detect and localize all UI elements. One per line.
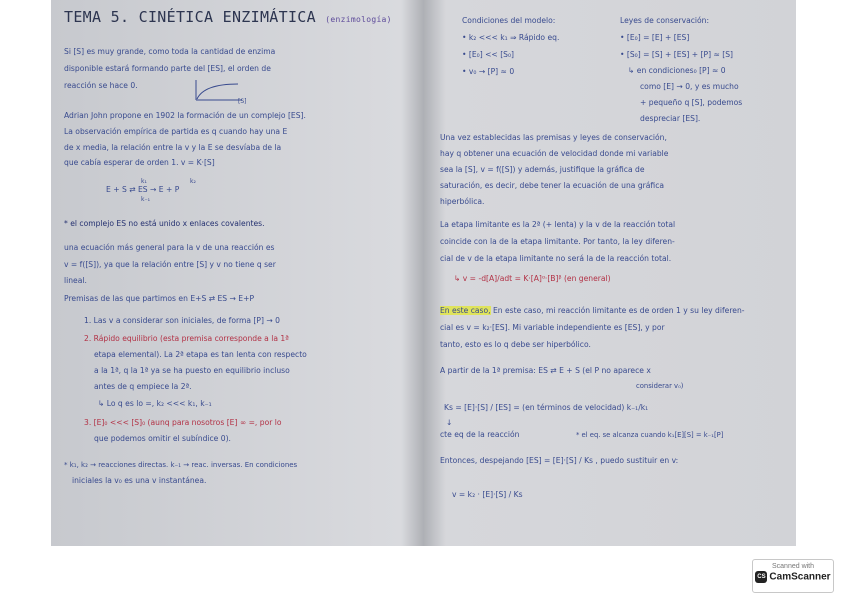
note-line: * k₁, k₂ → reacciones directas. k₋₁ → reac. inversas. En condiciones <box>64 461 298 469</box>
conservation-note: + pequeño q [S], podemos <box>640 98 743 107</box>
note-line: cial es v = k₂·[ES]. Mi variable independiente es [ES], y por <box>440 323 665 332</box>
note-line: La etapa limitante es la 2ª (+ lenta) y la v de la reacción total <box>440 220 676 229</box>
note-line: Entonces, despejando [ES] = [E]·[S] / Ks , puedo sustituir en v: <box>440 456 679 465</box>
left-page <box>64 0 409 546</box>
note-line: v = f([S]), ya que la relación entre [S] y v no tiene q ser <box>64 260 276 269</box>
note-line: hay q obtener una ecuación de velocidad donde mi variable <box>440 149 669 158</box>
curve-axis-label: [S] <box>238 98 247 105</box>
note-line: A partir de la 1ª premisa: ES ⇄ E + S (el P no aparece x <box>440 366 651 375</box>
conservation-note: ↳ en condiciones₀ [P] ≈ 0 <box>628 66 726 75</box>
page-title: TEMA 5. CINÉTICA ENZIMÁTICA (enzimología) <box>64 8 392 26</box>
note-line: tanto, esto es lo q debe ser hiperbólico. <box>440 340 591 349</box>
note-line: cial de v de la etapa limitante no será la de la reacción total. <box>440 254 672 263</box>
note-line: Una vez establecidas las premisas y leyes de conservación, <box>440 133 667 142</box>
note-line: * el eq. se alcanza cuando k₁[E][S] = k₋₁[P] <box>576 431 724 439</box>
highlighted-phrase: En este caso, <box>440 306 491 315</box>
note-line: En este caso, En este caso, mi reacción limitante es de orden 1 y su ley diferen- <box>440 306 745 315</box>
scanner-caption: Scanned with <box>771 563 815 570</box>
camscanner-badge <box>752 559 834 593</box>
premise-line: ↳ Lo q es lo =, k₂ <<< k₁, k₋₁ <box>98 399 212 408</box>
reaction-equation: E + S ⇄ ES → E + P <box>106 185 180 194</box>
note-line: lineal. <box>64 276 87 285</box>
conservation-law: • [S₀] = [S] + [ES] + [P] ≈ [S] <box>620 50 733 59</box>
premise-line: 2. Rápido equilibrio (esta premisa corresponde a la 1ª <box>84 334 289 343</box>
note-line: reacción se hace 0. <box>64 81 138 90</box>
premise-line: etapa elemental). La 2ª etapa es tan lenta con respecto <box>94 350 307 359</box>
note-line: que cabía esperar de orden 1. v = K·[S] <box>64 158 215 167</box>
note-line: Adrian John propone en 1902 la formación de un complejo [ES]. <box>64 111 306 120</box>
note-line: Si [S] es muy grande, como toda la cantidad de enzima <box>64 47 276 56</box>
premise-line: 3. [E]₀ <<< [S]₀ (aunq para nosotros [E] ∞ =, por lo <box>84 418 282 427</box>
camscanner-logo-icon: CS <box>755 571 767 583</box>
right-page <box>436 0 788 546</box>
rate-constant: k₁ <box>141 178 147 185</box>
conservation-laws-title: Leyes de conservación: <box>620 16 710 25</box>
note-line: cte eq de la reacción <box>440 430 520 439</box>
note-line: * el complejo ES no está unido x enlaces covalentes. <box>64 219 265 228</box>
conservation-note: como [E] → 0, y es mucho <box>640 82 739 91</box>
note-line: saturación, es decir, debe tener la ecuación de una gráfica <box>440 181 665 190</box>
note-line: considerar v₀) <box>636 382 684 390</box>
model-condition: • [E₀] << [S₀] <box>462 50 515 59</box>
premise-line: que podemos omitir el subíndice 0). <box>94 434 231 443</box>
model-condition: • v₀ → [P] ≈ 0 <box>462 67 515 76</box>
final-velocity-equation: v = k₂ · [E]·[S] / Ks <box>452 490 523 499</box>
note-line: hiperbólica. <box>440 197 485 206</box>
ks-equation: Ks = [E]·[S] / [ES] = (en términos de velocidad) k₋₁/k₁ <box>444 403 649 412</box>
premise-line: a la 1ª, q la 1ª ya se ha puesto en equilibrio incluso <box>94 366 290 375</box>
note-line: La observación empírica de partida es q cuando hay una E <box>64 127 288 136</box>
scanner-brand: CS CamScanner <box>757 571 831 583</box>
note-line: de x media, la relación entre la v y la E se desvíaba de la <box>64 143 282 152</box>
arrow-down: ↓ <box>446 418 453 427</box>
note-line: iniciales la v₀ es una v instantánea. <box>72 476 207 485</box>
note-line: Premisas de las que partimos en E+S ⇄ ES → E+P <box>64 294 255 303</box>
premise-line: antes de q empiece la 2ª. <box>94 382 192 391</box>
model-condition: • k₂ <<< k₁ ⇒ Rápido eq. <box>462 33 560 42</box>
rate-constant: k₋₁ <box>141 196 151 203</box>
rate-law-formula: ↳ v = -d[A]/adt = K·[A]ᵅ·[B]ᵝ (en general) <box>454 274 611 283</box>
model-conditions-title: Condiciones del modelo: <box>462 16 556 25</box>
rate-constant: k₂ <box>190 178 196 185</box>
conservation-note: despreciar [ES]. <box>640 114 701 123</box>
premise-line: 1. Las v a considerar son iniciales, de forma [P] → 0 <box>84 316 280 325</box>
note-line: coincide con la de la etapa limitante. Por tanto, la ley diferen- <box>440 237 675 246</box>
note-line: sea la [S], v = f([S]) y además, justifique la gráfica de <box>440 165 645 174</box>
conservation-law: • [E₀] = [E] + [ES] <box>620 33 690 42</box>
note-line: una ecuación más general para la v de una reacción es <box>64 243 275 252</box>
note-line: disponible estará formando parte del [ES], el orden de <box>64 64 271 73</box>
